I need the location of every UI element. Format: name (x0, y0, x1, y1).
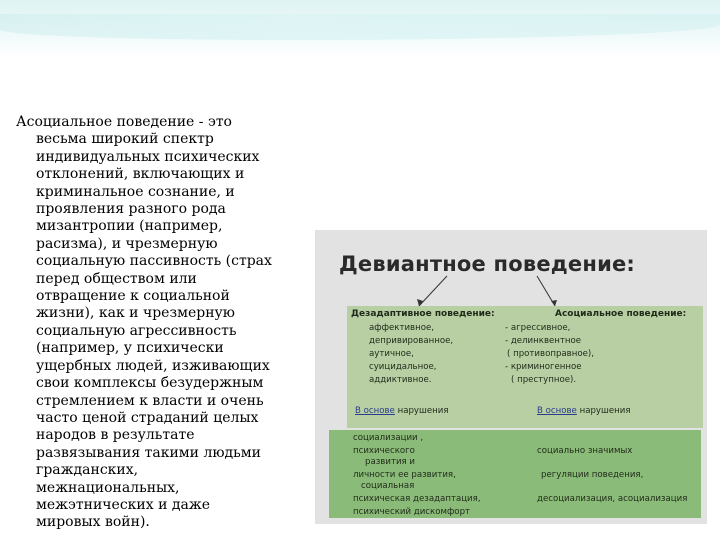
left-lower-item: психическая дезадаптация, (353, 494, 481, 504)
right-lower-item: социально значимых (537, 446, 633, 456)
left-basis-label (355, 406, 449, 416)
right-basis-rest: нарушения (579, 406, 631, 416)
text-line: мизантропии (например, (36, 218, 223, 235)
right-item: ( преступное). (511, 375, 577, 385)
right-column-header: Асоциальное поведение: (555, 309, 687, 319)
text-line: свои комплексы безудержным (36, 375, 264, 392)
text-line: (например, у психически (36, 340, 224, 357)
right-item: ( противоправное), (507, 349, 594, 359)
text-line: криминальное сознание, и (36, 183, 235, 200)
text-line: развязывания такими людьми (36, 444, 261, 461)
right-item: - криминогенное (505, 362, 582, 372)
text-line: народов в результате (36, 427, 195, 444)
text-line: расизма), и чрезмерную (36, 235, 218, 252)
left-basis-underlined: В основе (355, 406, 395, 416)
text-line: гражданских, (36, 462, 139, 479)
text-line: жизни), как и чрезмерную (36, 305, 235, 322)
left-lower-item: психического (353, 446, 415, 456)
text-line: Асоциальное поведение - это (16, 114, 232, 130)
text-line: социальную пассивность (страх (36, 253, 272, 270)
text-line: ущербных людей, изживающих (36, 357, 270, 374)
deviant-behavior-diagram (315, 230, 707, 524)
left-item: аффективное, (369, 323, 434, 333)
left-item: суицидальное, (369, 362, 437, 372)
text-line: отклонений, включающих и (36, 166, 245, 183)
left-lower-item: развития и (365, 457, 416, 467)
right-lower-item: десоциализация, асоциализация (537, 494, 688, 504)
text-line: перед обществом или (36, 270, 197, 287)
right-basis-label (537, 406, 631, 416)
text-line: мировых войн). (36, 514, 150, 531)
right-basis-underlined: В основе (537, 406, 577, 416)
text-line: отвращение к социальной (36, 288, 230, 305)
left-item: аутичное, (369, 349, 414, 359)
diagram-title: Девиантное поведение: (339, 252, 636, 276)
text-line: межнациональных, (36, 479, 180, 496)
left-lower-item: личности ее развития, (353, 470, 456, 480)
text-line: проявления разного рода (36, 201, 226, 218)
text-line: весьма широкий спектр (36, 131, 214, 148)
left-basis-rest: нарушения (397, 406, 449, 416)
text-line: межэтнических и даже (36, 496, 211, 513)
left-column-header: Дезадаптивное поведение: (351, 309, 495, 319)
text-line: стремлением к власти и очень (36, 392, 264, 409)
left-item: аддиктивное. (369, 375, 432, 385)
right-item: - делинквентное (505, 336, 582, 346)
left-lower-item: социализации , (353, 433, 424, 443)
left-lower-item: психический дискомфорт (353, 507, 471, 517)
right-lower-item: регуляции поведения, (541, 470, 644, 480)
left-lower-item: социальная (361, 481, 415, 491)
right-item: - агрессивное, (505, 323, 571, 333)
text-line: индивидуальных психических (36, 148, 260, 165)
text-line: часто ценой страданий целых (36, 409, 259, 426)
main-text (16, 114, 308, 532)
text-line: социальную агрессивность (36, 322, 237, 339)
left-item: депривированное, (369, 336, 454, 346)
